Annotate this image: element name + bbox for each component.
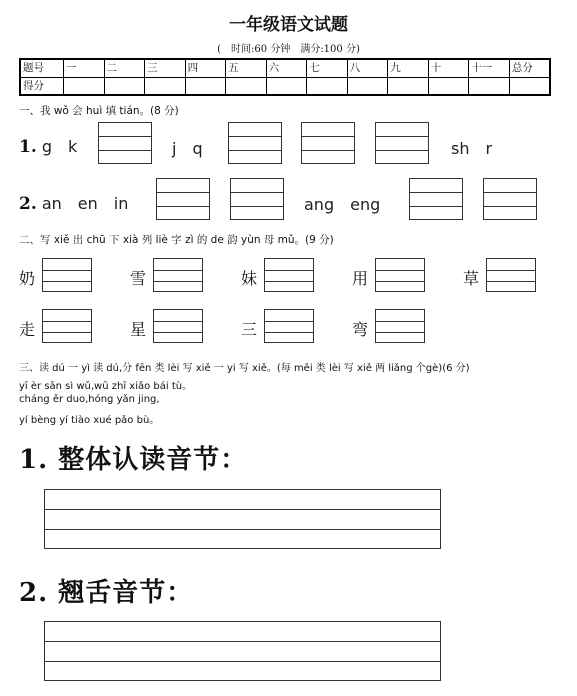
exam-subtitle: ( 时间:60 分钟 满分:100 分) [217,44,360,55]
character: 弯 [352,320,369,339]
character: 妹 [241,269,258,288]
score-header-cell: 十一 [469,59,510,77]
score-cell[interactable] [266,77,307,95]
pinyin-writing-box[interactable] [375,122,429,164]
pinyin-letters: sh r [451,139,493,158]
final-writing-box[interactable] [264,258,314,292]
section1-row2 [19,191,128,214]
reading-line: cháng ěr duo,hóng yǎn jing, [19,394,160,405]
final-writing-box[interactable] [375,258,425,292]
score-cell[interactable] [226,77,267,95]
reading-line: yí bèng yí tiào xué pǎo bù。 [19,415,160,426]
score-header-cell: 九 [388,59,429,77]
part1-heading: 1. 整体认读音节： [19,445,248,475]
score-cell[interactable] [64,77,105,95]
pinyin-writing-box[interactable] [156,178,210,220]
score-cell[interactable] [509,77,550,95]
final-writing-box[interactable] [375,309,425,343]
score-header-cell: 二 [104,59,145,77]
score-header-cell: 题号 [20,59,64,77]
pinyin-letters: g k [41,137,78,156]
pinyin-finals: an en in [41,194,129,213]
score-header-cell: 五 [226,59,267,77]
score-header-cell: 一 [64,59,105,77]
score-table-score-row [20,77,550,95]
part2-heading: 2. 翘舌音节： [19,578,194,608]
score-table-header-row [20,59,550,77]
final-writing-box[interactable] [264,309,314,343]
score-header-cell: 八 [347,59,388,77]
section1-row1 [19,134,77,157]
score-table [19,58,551,96]
character: 三 [241,320,258,339]
score-cell[interactable] [347,77,388,95]
final-writing-box[interactable] [486,258,536,292]
pinyin-writing-box[interactable] [301,122,355,164]
score-row-label: 得分 [20,77,64,95]
score-cell[interactable] [469,77,510,95]
answer-lines-part1[interactable] [44,489,441,549]
pinyin-writing-box[interactable] [98,122,152,164]
score-header-cell: 三 [145,59,186,77]
pinyin-letters: j q [172,139,203,158]
section3-heading: 三、读 dú 一 yì 读 dú,分 fēn 类 lèi 写 xiě 一 yi 写 xiě。(每 měi 类 lèi 写 xiě 两 liǎng 个gè)(6 分) [19,363,470,374]
character: 走 [19,320,36,339]
score-header-cell: 四 [185,59,226,77]
score-header-cell: 十 [428,59,469,77]
score-cell[interactable] [428,77,469,95]
score-cell[interactable] [307,77,348,95]
character: 用 [352,269,369,288]
score-cell[interactable] [388,77,429,95]
section2-heading: 二、写 xiě 出 chū 下 xià 列 liè 字 zì 的 de 韵 yùn 母 mǔ。(9 分) [19,234,334,246]
pinyin-writing-box[interactable] [230,178,284,220]
score-header-cell: 六 [266,59,307,77]
reading-line: yī èr sān sì wǔ,wū zhī xiǎo bái tù。 [19,381,193,392]
item-number: 2. [19,194,37,214]
pinyin-finals: ang eng [304,195,381,214]
score-header-cell: 七 [307,59,348,77]
final-writing-box[interactable] [153,309,203,343]
character: 奶 [19,269,36,288]
pinyin-writing-box[interactable] [483,178,537,220]
score-header-cell: 总分 [509,59,550,77]
answer-lines-part2[interactable] [44,621,441,681]
item-number: 1. [19,137,37,157]
pinyin-writing-box[interactable] [228,122,282,164]
section1-heading: 一、我 wǒ 会 huì 填 tián。(8 分) [19,105,179,117]
pinyin-writing-box[interactable] [409,178,463,220]
final-writing-box[interactable] [42,258,92,292]
page-title: 一年级语文试题 [229,15,348,35]
character: 雪 [130,269,147,288]
final-writing-box[interactable] [42,309,92,343]
score-cell[interactable] [145,77,186,95]
character: 草 [463,269,480,288]
score-cell[interactable] [185,77,226,95]
final-writing-box[interactable] [153,258,203,292]
score-cell[interactable] [104,77,145,95]
character: 星 [130,320,147,339]
